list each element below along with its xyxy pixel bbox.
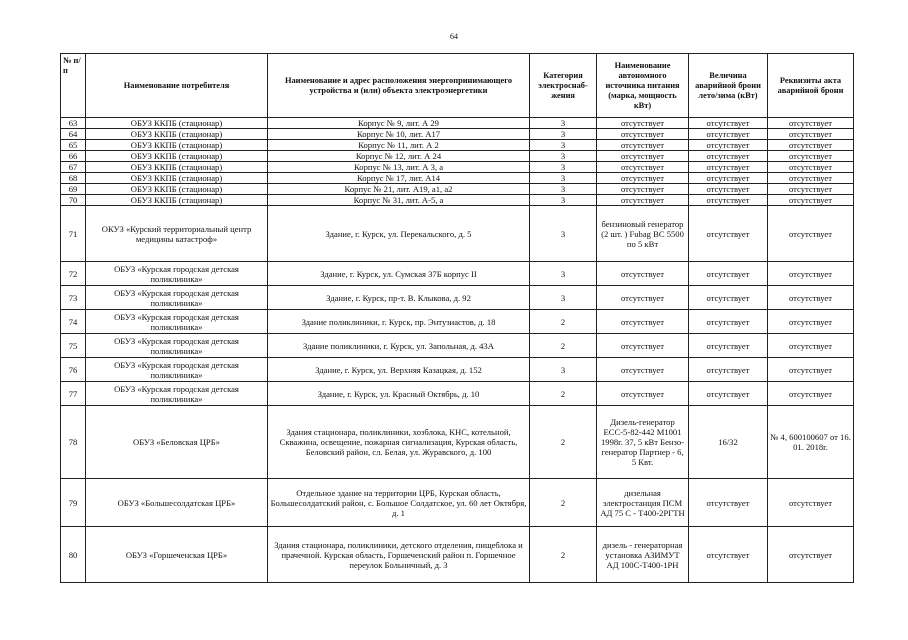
cell-category: 2 <box>530 479 597 527</box>
cell-act: № 4, 600100607 от 16. 01. 2018г. <box>768 406 854 479</box>
cell-number: 68 <box>61 173 86 184</box>
cell-category: 3 <box>530 129 597 140</box>
cell-number: 74 <box>61 310 86 334</box>
cell-category: 2 <box>530 406 597 479</box>
table-row <box>61 286 854 310</box>
cell-source: Дизель-генератор ЕСС-5-82-442 М1001 1998г. 37, 5 кВт Бензо-генератор Партнер - 6, 5 Квт. <box>597 406 689 479</box>
cell-category: 2 <box>530 527 597 583</box>
cell-object: Корпус № 11, лит. А 2 <box>268 140 530 151</box>
cell-number: 65 <box>61 140 86 151</box>
page-number: 64 <box>450 32 458 41</box>
cell-object: Здание, г. Курск, пр-т. В. Клыкова, д. 92 <box>268 286 530 310</box>
cell-object: Корпус № 31, лит. А-5, а <box>268 195 530 206</box>
cell-consumer: ОБУЗ «Курская городская детская поликлиника» <box>86 262 268 286</box>
cell-object: Здание, г. Курск, ул. Красный Октябрь, д. 10 <box>268 382 530 406</box>
table-row <box>61 151 854 162</box>
cell-source: отсутствует <box>597 382 689 406</box>
cell-consumer: ОБУЗ «Курская городская детская поликлиника» <box>86 382 268 406</box>
cell-reserve: отсутствует <box>689 479 768 527</box>
cell-act: отсутствует <box>768 151 854 162</box>
cell-source: дизельная электростанция ПСМ АД 75 С - Т400-2РГТН <box>597 479 689 527</box>
header-object: Наименование и адрес расположения энергопринимающего устройства и (или) объекта электроэнергетики <box>268 54 530 118</box>
table-row <box>61 140 854 151</box>
cell-number: 77 <box>61 382 86 406</box>
cell-object: Корпус № 10, лит. А17 <box>268 129 530 140</box>
cell-reserve: отсутствует <box>689 382 768 406</box>
table-row <box>61 310 854 334</box>
cell-category: 3 <box>530 206 597 262</box>
table-body <box>61 118 854 583</box>
cell-consumer: ОБУЗ «Курская городская детская поликлиника» <box>86 310 268 334</box>
cell-consumer: ОБУЗ ККПБ (стационар) <box>86 118 268 129</box>
cell-category: 2 <box>530 334 597 358</box>
cell-object: Корпус № 13, лит. А 3, а <box>268 162 530 173</box>
cell-category: 3 <box>530 184 597 195</box>
cell-object: Здание, г. Курск, ул. Сумская 37Б корпус II <box>268 262 530 286</box>
cell-number: 72 <box>61 262 86 286</box>
cell-reserve: отсутствует <box>689 184 768 195</box>
table-row <box>61 382 854 406</box>
cell-act: отсутствует <box>768 184 854 195</box>
cell-number: 78 <box>61 406 86 479</box>
cell-number: 80 <box>61 527 86 583</box>
cell-reserve: отсутствует <box>689 206 768 262</box>
table-row <box>61 173 854 184</box>
cell-reserve: отсутствует <box>689 527 768 583</box>
header-reserve: Величина аварийной брони лето/зима (кВт) <box>689 54 768 118</box>
cell-category: 3 <box>530 358 597 382</box>
cell-consumer: ОБУЗ ККПБ (стационар) <box>86 140 268 151</box>
cell-act: отсутствует <box>768 206 854 262</box>
cell-consumer: ОБУЗ ККПБ (стационар) <box>86 151 268 162</box>
header-number: № п/п <box>61 54 86 118</box>
cell-object: Корпус № 21, лит. А19, а1, а2 <box>268 184 530 195</box>
cell-object: Здания стационара, поликлиники, хозблока, КНС, котельной, Скважина, освещение, пожарная сигнализация, Курская область, Беловский район, сл. Белая, ул. Журавского, д. 100 <box>268 406 530 479</box>
cell-reserve: 16/32 <box>689 406 768 479</box>
cell-number: 69 <box>61 184 86 195</box>
header-source: Наименование автономного источника питания (марка, мощность кВт) <box>597 54 689 118</box>
cell-reserve: отсутствует <box>689 334 768 358</box>
cell-reserve: отсутствует <box>689 195 768 206</box>
cell-consumer: ОБУЗ ККПБ (стационар) <box>86 173 268 184</box>
cell-act: отсутствует <box>768 118 854 129</box>
table-row <box>61 479 854 527</box>
cell-reserve: отсутствует <box>689 173 768 184</box>
cell-number: 71 <box>61 206 86 262</box>
cell-source: отсутствует <box>597 162 689 173</box>
table-row <box>61 406 854 479</box>
cell-act: отсутствует <box>768 527 854 583</box>
cell-act: отсутствует <box>768 334 854 358</box>
cell-object: Здание, г. Курск, ул. Перекальского, д. 5 <box>268 206 530 262</box>
cell-object: Отдельное здание на территории ЦРБ, Курская область, Большесолдатский район, с. Большое Солдатское, ул. 60 лет Октября, д. 1 <box>268 479 530 527</box>
cell-consumer: ОБУЗ «Беловская ЦРБ» <box>86 406 268 479</box>
cell-number: 73 <box>61 286 86 310</box>
cell-act: отсутствует <box>768 140 854 151</box>
cell-act: отсутствует <box>768 382 854 406</box>
cell-reserve: отсутствует <box>689 358 768 382</box>
cell-act: отсутствует <box>768 286 854 310</box>
table-row <box>61 527 854 583</box>
cell-source: отсутствует <box>597 140 689 151</box>
table-row <box>61 262 854 286</box>
cell-act: отсутствует <box>768 195 854 206</box>
table-row <box>61 184 854 195</box>
cell-object: Здание поликлиники, г. Курск, пр. Энтузиастов, д. 18 <box>268 310 530 334</box>
cell-number: 75 <box>61 334 86 358</box>
cell-consumer: ОБУЗ «Большесолдатская ЦРБ» <box>86 479 268 527</box>
cell-reserve: отсутствует <box>689 151 768 162</box>
cell-reserve: отсутствует <box>689 262 768 286</box>
cell-consumer: ОБУЗ ККПБ (стационар) <box>86 129 268 140</box>
cell-source: отсутствует <box>597 129 689 140</box>
cell-number: 76 <box>61 358 86 382</box>
cell-act: отсутствует <box>768 310 854 334</box>
cell-object: Корпус № 17, лит. А14 <box>268 173 530 184</box>
cell-category: 3 <box>530 173 597 184</box>
cell-source: отсутствует <box>597 286 689 310</box>
cell-object: Здание поликлиники, г. Курск, ул. Запольная, д. 43А <box>268 334 530 358</box>
cell-number: 67 <box>61 162 86 173</box>
table-row <box>61 206 854 262</box>
cell-category: 3 <box>530 262 597 286</box>
cell-category: 2 <box>530 382 597 406</box>
cell-source: отсутствует <box>597 184 689 195</box>
cell-consumer: ОБУЗ «Курская городская детская поликлиника» <box>86 334 268 358</box>
table-header-row <box>61 54 854 118</box>
cell-reserve: отсутствует <box>689 140 768 151</box>
cell-category: 3 <box>530 162 597 173</box>
cell-reserve: отсутствует <box>689 162 768 173</box>
cell-category: 3 <box>530 195 597 206</box>
cell-object: Корпус № 9, лит. А 29 <box>268 118 530 129</box>
cell-category: 3 <box>530 118 597 129</box>
table-row <box>61 195 854 206</box>
cell-number: 66 <box>61 151 86 162</box>
cell-consumer: ОБУЗ ККПБ (стационар) <box>86 195 268 206</box>
cell-act: отсутствует <box>768 129 854 140</box>
cell-consumer: ОБУЗ «Курская городская детская поликлиника» <box>86 286 268 310</box>
cell-category: 2 <box>530 310 597 334</box>
cell-consumer: ОБУЗ ККПБ (стационар) <box>86 184 268 195</box>
cell-number: 63 <box>61 118 86 129</box>
cell-source: отсутствует <box>597 334 689 358</box>
cell-number: 79 <box>61 479 86 527</box>
cell-act: отсутствует <box>768 162 854 173</box>
table-row <box>61 129 854 140</box>
cell-number: 70 <box>61 195 86 206</box>
cell-consumer: ОБУЗ «Курская городская детская поликлиника» <box>86 358 268 382</box>
cell-source: отсутствует <box>597 358 689 382</box>
cell-category: 3 <box>530 151 597 162</box>
cell-source: отсутствует <box>597 173 689 184</box>
cell-object: Здание, г. Курск, ул. Верхняя Казацкая, д. 152 <box>268 358 530 382</box>
cell-reserve: отсутствует <box>689 129 768 140</box>
table-row <box>61 334 854 358</box>
header-consumer: Наименование потребителя <box>86 54 268 118</box>
cell-source: отсутствует <box>597 262 689 286</box>
cell-reserve: отсутствует <box>689 310 768 334</box>
cell-act: отсутствует <box>768 173 854 184</box>
cell-act: отсутствует <box>768 358 854 382</box>
table-row <box>61 118 854 129</box>
cell-source: дизель - генераторная установка АЗИМУТ АД 100С-Т400-1РН <box>597 527 689 583</box>
cell-object: Корпус № 12, лит. А 24 <box>268 151 530 162</box>
cell-object: Здания стационара, поликлиники, детского отделения, пищеблока и прачечной. Курская область, Горшеченский район п. Горшечное переулок Больничный, д. 3 <box>268 527 530 583</box>
header-act: Реквизиты акта аварийной брони <box>768 54 854 118</box>
cell-source: отсутствует <box>597 195 689 206</box>
cell-act: отсутствует <box>768 262 854 286</box>
table-row <box>61 358 854 382</box>
cell-number: 64 <box>61 129 86 140</box>
table-row <box>61 162 854 173</box>
cell-category: 3 <box>530 286 597 310</box>
cell-reserve: отсутствует <box>689 118 768 129</box>
cell-category: 3 <box>530 140 597 151</box>
cell-source: отсутствует <box>597 151 689 162</box>
cell-consumer: ОКУЗ «Курский территориальный центр медицины катастроф» <box>86 206 268 262</box>
cell-act: отсутствует <box>768 479 854 527</box>
cell-consumer: ОБУЗ ККПБ (стационар) <box>86 162 268 173</box>
cell-reserve: отсутствует <box>689 286 768 310</box>
cell-consumer: ОБУЗ «Горшеченская ЦРБ» <box>86 527 268 583</box>
cell-source: бензиновый генератор (2 шт. ) Fubag BC 5500 по 5 кВт <box>597 206 689 262</box>
header-category: Категория электроснаб-жения <box>530 54 597 118</box>
cell-source: отсутствует <box>597 310 689 334</box>
cell-source: отсутствует <box>597 118 689 129</box>
emergency-reserve-table <box>60 53 854 583</box>
